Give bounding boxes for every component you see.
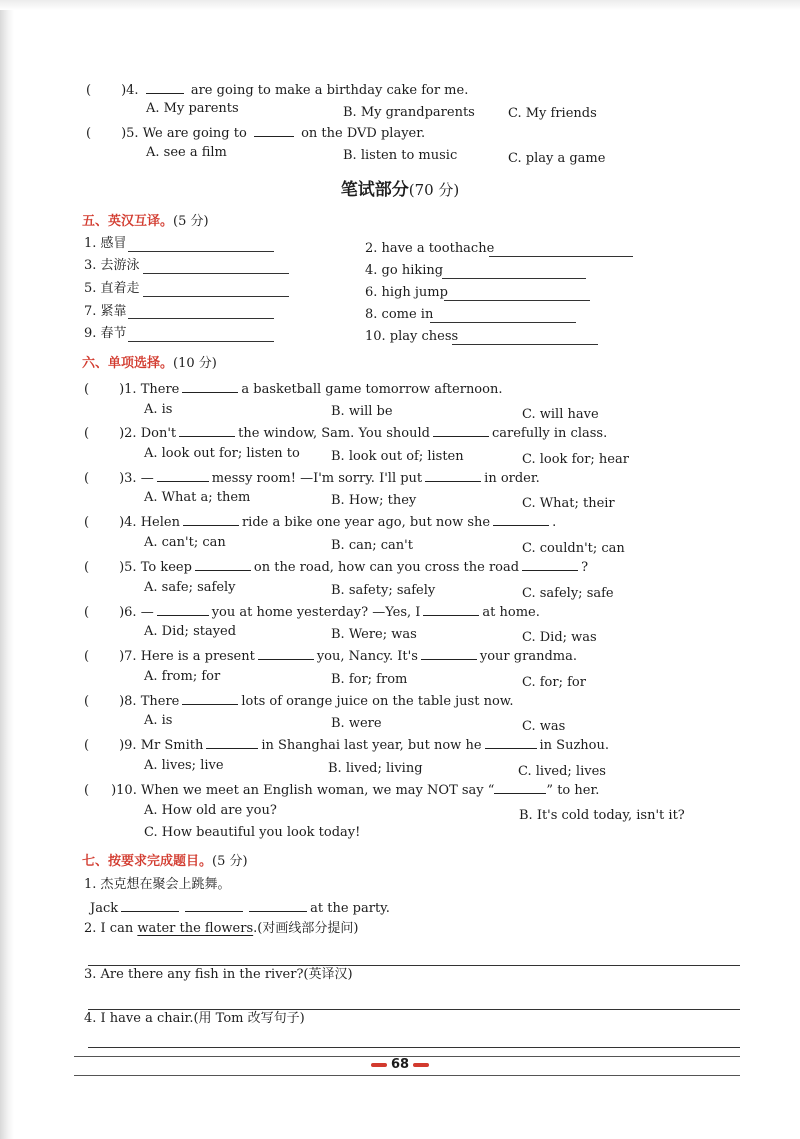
answer-blank[interactable] bbox=[254, 124, 294, 137]
section-6-title: 六、单项选择。(10 分) bbox=[82, 356, 217, 371]
option-b[interactable]: B. safety; safely bbox=[331, 583, 436, 598]
option-b[interactable]: B. listen to music bbox=[343, 148, 458, 163]
question-prev-5: ( )5. We are going to on the DVD player. bbox=[86, 126, 426, 141]
answer-blank[interactable] bbox=[195, 558, 251, 571]
task-3-prompt: 3. Are there any fish in the river?(英译汉) bbox=[84, 967, 353, 982]
option-c[interactable]: C. couldn't; can bbox=[522, 541, 625, 556]
option-c[interactable]: C. was bbox=[522, 719, 566, 734]
answer-line[interactable] bbox=[442, 278, 586, 279]
question-3: ( )3. — messy room! —I'm sorry. I'll put in order. bbox=[84, 471, 540, 486]
answer-blank[interactable] bbox=[157, 469, 209, 482]
answer-blank[interactable] bbox=[433, 424, 489, 437]
vocab-item-3: 3. 去游泳 bbox=[84, 258, 140, 273]
answer-blank[interactable] bbox=[425, 469, 481, 482]
answer-line[interactable] bbox=[143, 273, 289, 274]
footer-rule bbox=[74, 1075, 740, 1076]
option-a[interactable]: A. What a; them bbox=[144, 490, 251, 505]
answer-blank[interactable] bbox=[249, 899, 307, 912]
answer-blank[interactable] bbox=[179, 424, 235, 437]
page-number: 68 bbox=[364, 1057, 436, 1072]
answer-line[interactable] bbox=[430, 322, 576, 323]
option-a[interactable]: A. look out for; listen to bbox=[144, 446, 300, 461]
page-title: 笔试部分(70 分) bbox=[340, 180, 460, 200]
question-8: ( )8. There lots of orange juice on the table just now. bbox=[84, 694, 514, 709]
answer-blank[interactable] bbox=[493, 513, 549, 526]
option-c[interactable]: C. How beautiful you look today! bbox=[144, 825, 361, 840]
underlined-phrase: water the flowers bbox=[137, 921, 254, 936]
page-number-dash bbox=[413, 1063, 429, 1067]
question-2: ( )2. Don't the window, Sam. You should carefully in class. bbox=[84, 426, 608, 441]
option-b[interactable]: B. will be bbox=[331, 404, 393, 419]
task-4-prompt: 4. I have a chair.(用 Tom 改写句子) bbox=[84, 1011, 305, 1026]
option-b[interactable]: B. Were; was bbox=[331, 627, 417, 642]
answer-blank[interactable] bbox=[206, 736, 258, 749]
question-9: ( )9. Mr Smith in Shanghai last year, but now he in Suzhou. bbox=[84, 738, 610, 753]
page-number-dash bbox=[371, 1063, 387, 1067]
answer-line[interactable] bbox=[444, 300, 590, 301]
answer-line[interactable] bbox=[128, 318, 274, 319]
answer-line[interactable] bbox=[452, 344, 598, 345]
answer-line[interactable] bbox=[88, 965, 740, 966]
option-c[interactable]: C. will have bbox=[522, 407, 599, 422]
question-1: ( )1. There a basketball game tomorrow afternoon. bbox=[84, 382, 503, 397]
question-number: 5. bbox=[126, 126, 139, 141]
answer-blank[interactable] bbox=[185, 899, 243, 912]
option-b[interactable]: B. lived; living bbox=[328, 761, 423, 776]
answer-line[interactable] bbox=[143, 296, 289, 297]
option-c[interactable]: C. for; for bbox=[522, 675, 586, 690]
answer-line[interactable] bbox=[128, 251, 274, 252]
option-a[interactable]: A. from; for bbox=[144, 669, 221, 684]
answer-blank[interactable] bbox=[146, 81, 184, 94]
answer-blank[interactable] bbox=[485, 736, 537, 749]
option-c[interactable]: C. What; their bbox=[522, 496, 615, 511]
task-2-prompt: 2. I can water the flowers.(对画线部分提问) bbox=[84, 921, 359, 936]
answer-line[interactable] bbox=[128, 341, 274, 342]
task-1-sentence: Jack at the party. bbox=[90, 901, 390, 916]
task-1-prompt: 1. 杰克想在聚会上跳舞。 bbox=[84, 877, 231, 892]
answer-blank[interactable] bbox=[258, 647, 314, 660]
option-a[interactable]: A. see a film bbox=[146, 145, 227, 160]
option-c[interactable]: C. lived; lives bbox=[518, 764, 606, 779]
option-c[interactable]: C. My friends bbox=[508, 106, 597, 121]
vocab-item-2: 2. have a toothache bbox=[365, 241, 495, 256]
question-7: ( )7. Here is a present you, Nancy. It's your grandma. bbox=[84, 649, 577, 664]
question-6: ( )6. — you at home yesterday? —Yes, I at home. bbox=[84, 605, 540, 620]
vocab-item-5: 5. 直着走 bbox=[84, 281, 140, 296]
question-10: ( )10. When we meet an English woman, we may NOT say “ ” to her. bbox=[84, 783, 600, 798]
option-a[interactable]: A. can't; can bbox=[144, 535, 226, 550]
answer-blank[interactable] bbox=[423, 603, 479, 616]
answer-blank[interactable] bbox=[183, 513, 239, 526]
answer-line[interactable] bbox=[88, 1009, 740, 1010]
option-b[interactable]: B. It's cold today, isn't it? bbox=[519, 808, 685, 823]
option-b[interactable]: B. My grandparents bbox=[343, 105, 475, 120]
option-a[interactable]: A. lives; live bbox=[144, 758, 224, 773]
question-text: We are going to bbox=[142, 126, 247, 141]
vocab-item-10: 10. play chess bbox=[365, 329, 459, 344]
option-a[interactable]: A. How old are you? bbox=[144, 803, 277, 818]
question-prev-4: ( )4. are going to make a birthday cake for me. bbox=[86, 83, 469, 98]
vocab-item-9: 9. 春节 bbox=[84, 326, 127, 341]
vocab-item-6: 6. high jump bbox=[365, 285, 448, 300]
answer-line[interactable] bbox=[489, 256, 633, 257]
question-4: ( )4. Helen ride a bike one year ago, but now she . bbox=[84, 515, 557, 530]
option-b[interactable]: B. were bbox=[331, 716, 382, 731]
vocab-item-4: 4. go hiking bbox=[365, 263, 444, 278]
answer-blank[interactable] bbox=[182, 380, 238, 393]
option-c[interactable]: C. look for; hear bbox=[522, 452, 629, 467]
answer-line[interactable] bbox=[88, 1047, 740, 1048]
option-c[interactable]: C. Did; was bbox=[522, 630, 597, 645]
section-7-title: 七、按要求完成题目。(5 分) bbox=[82, 854, 248, 869]
vocab-item-1: 1. 感冒 bbox=[84, 236, 127, 251]
option-c[interactable]: C. safely; safe bbox=[522, 586, 614, 601]
vocab-item-7: 7. 紧靠 bbox=[84, 304, 127, 319]
answer-blank[interactable] bbox=[494, 781, 546, 794]
answer-blank[interactable] bbox=[522, 558, 578, 571]
option-a[interactable]: A. Did; stayed bbox=[144, 624, 237, 639]
option-a[interactable]: A. My parents bbox=[146, 101, 239, 116]
option-b[interactable]: B. look out of; listen bbox=[331, 449, 464, 464]
option-a[interactable]: A. is bbox=[144, 713, 173, 728]
question-text: are going to make a birthday cake for me. bbox=[190, 83, 469, 98]
option-a[interactable]: A. safe; safely bbox=[144, 580, 236, 595]
question-text: on the DVD player. bbox=[301, 126, 426, 141]
vocab-item-8: 8. come in bbox=[365, 307, 434, 322]
option-c[interactable]: C. play a game bbox=[508, 151, 606, 166]
answer-blank[interactable] bbox=[182, 692, 238, 705]
answer-blank[interactable] bbox=[157, 603, 209, 616]
option-b[interactable]: B. for; from bbox=[331, 672, 408, 687]
question-5: ( )5. To keep on the road, how can you cross the road ? bbox=[84, 560, 589, 575]
answer-blank[interactable] bbox=[421, 647, 477, 660]
option-a[interactable]: A. is bbox=[144, 402, 173, 417]
option-b[interactable]: B. can; can't bbox=[331, 538, 413, 553]
section-5-title: 五、英汉互译。(5 分) bbox=[82, 214, 209, 229]
option-b[interactable]: B. How; they bbox=[331, 493, 417, 508]
answer-blank[interactable] bbox=[121, 899, 179, 912]
question-number: 4. bbox=[126, 83, 139, 98]
